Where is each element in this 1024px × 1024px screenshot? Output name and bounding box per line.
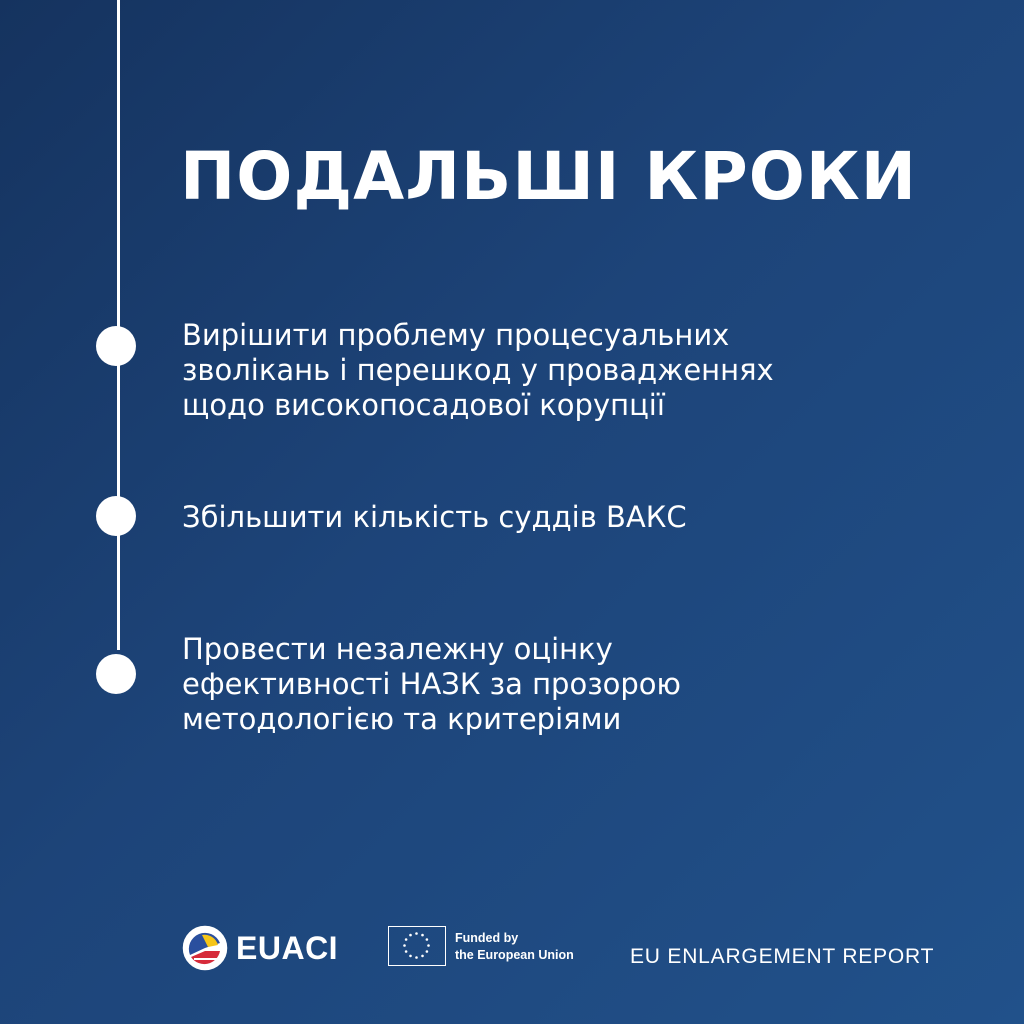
timeline-dot-1 <box>96 326 136 366</box>
step-1-line-2: зволікань і перешкод у провадженнях <box>182 353 774 387</box>
eu-star <box>421 934 424 937</box>
funded-by-eu <box>455 930 574 964</box>
step-3 <box>182 632 982 737</box>
step-2-line-1: Збільшити кількість суддів ВАКС <box>182 500 687 534</box>
timeline-dot-2 <box>96 496 136 536</box>
eu-star <box>405 950 408 953</box>
funded-line-2: the European Union <box>455 948 574 962</box>
eu-star <box>426 938 429 941</box>
report-label: EU ENLARGEMENT REPORT <box>630 945 935 968</box>
eu-star <box>405 938 408 941</box>
eu-star <box>409 955 412 958</box>
eu-star <box>403 944 406 947</box>
step-3-line-3: методологією та критеріями <box>182 702 622 736</box>
euaci-logo-icon <box>182 925 228 971</box>
page-title: ПОДАЛЬШІ КРОКИ <box>180 138 918 215</box>
step-2 <box>182 500 982 535</box>
euaci-logo-group <box>182 924 338 972</box>
funded-line-1: Funded by <box>455 931 519 945</box>
euaci-label: EUACI <box>236 929 339 966</box>
step-1 <box>182 318 982 423</box>
step-3-line-2: ефективності НАЗК за прозорою <box>182 667 681 701</box>
step-1-line-3: щодо високопосадової корупції <box>182 388 665 422</box>
eu-star <box>427 944 430 947</box>
eu-star <box>421 955 424 958</box>
step-1-line-1: Вирішити проблему процесуальних <box>182 318 730 352</box>
eu-star <box>409 934 412 937</box>
timeline-line <box>117 0 120 650</box>
step-3-line-1: Провести незалежну оцінку <box>182 632 613 666</box>
eu-star <box>415 932 418 935</box>
eu-star <box>426 950 429 953</box>
timeline-dot-3 <box>96 654 136 694</box>
eu-star <box>415 956 418 959</box>
eu-stars-icon <box>389 927 444 964</box>
eu-flag-icon <box>388 926 446 966</box>
